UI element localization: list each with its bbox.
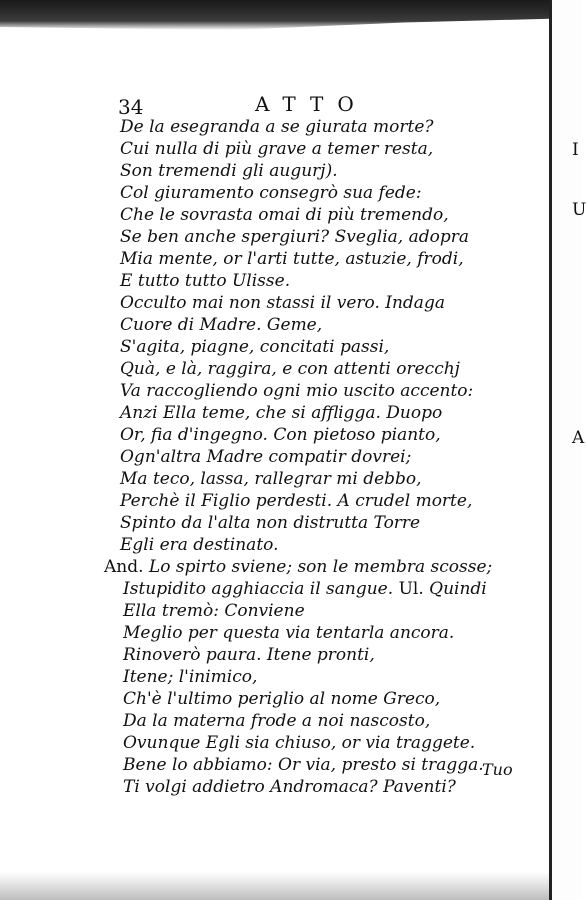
page-top-edge <box>0 0 578 30</box>
verse-line: Quà, e là, raggira, e con attenti orecchj <box>120 359 460 379</box>
speaker-label: And. <box>104 557 144 577</box>
facing-page-fragment: A <box>572 428 585 448</box>
speaker-label: Ul. <box>398 579 424 599</box>
verse-line: Or, fia d'ingegno. Con pietoso pianto, <box>120 425 441 445</box>
verse-line: Che le sovrasta omai di più tremendo, <box>120 205 449 225</box>
page-bottom-edge <box>0 872 549 900</box>
verse-line: Itene; l'inimico, <box>123 667 258 687</box>
verse-line: Ma teco, lassa, rallegrar mi debbo, <box>120 469 422 489</box>
verse-line: Istupidito agghiaccia il sangue. Ul. Quindi <box>123 579 487 599</box>
verse-line: De la esegranda a se giurata morte? <box>120 117 434 137</box>
verse-line: Spinto da l'alta non distrutta Torre <box>120 513 421 533</box>
verse-line: Meglio per questa via tentarla ancora. <box>123 623 455 643</box>
verse-line: Occulto mai non stassi il vero. Indaga <box>120 293 445 313</box>
verse-line: Cuore di Madre. Geme, <box>120 315 323 335</box>
verse-line: Ella tremò: Conviene <box>123 601 305 621</box>
facing-page-edge <box>549 0 586 900</box>
verse-line: Rinoverò paura. Itene pronti, <box>123 645 375 665</box>
facing-page-fragment: I <box>572 140 579 160</box>
verse-line: Cui nulla di più grave a temer resta, <box>120 139 434 159</box>
verse-line: Ogn'altra Madre compatir dovrei; <box>120 447 412 467</box>
verse-line: Egli era destinato. <box>120 535 279 555</box>
verse-line: Col giuramento consegrò sua fede: <box>120 183 422 203</box>
verse-line: Perchè il Figlio perdesti. A crudel morte, <box>120 491 473 511</box>
verse-line: Da la materna frode a noi nascosto, <box>123 711 431 731</box>
verse-line: E tutto tutto Ulisse. <box>120 271 291 291</box>
verse-line: Son tremendi gli augurj). <box>120 161 338 181</box>
verse-line: Va raccogliendo ogni mio uscito accento: <box>120 381 474 401</box>
verse-line: Se ben anche spergiuri? Sveglia, adopra <box>120 227 469 247</box>
verse-line: Anzi Ella teme, che si affligga. Duopo <box>120 403 443 423</box>
catchword: Tuo <box>482 760 513 779</box>
verse-line: S'agita, piagne, concitati passi, <box>120 337 390 357</box>
verse-line: Bene lo abbiamo: Or via, presto si tragga. <box>123 755 484 775</box>
verse-line: Mia mente, or l'arti tutte, astuzie, frodi, <box>120 249 464 269</box>
running-head: ATTO <box>255 92 368 116</box>
verse-line: Ch'è l'ultimo periglio al nome Greco, <box>123 689 441 709</box>
facing-page-fragment: U <box>572 200 586 220</box>
verse-line: Ovunque Egli sia chiuso, or via traggete. <box>123 733 476 753</box>
verse-line: And. Lo spirto sviene; son le membra scosse; <box>104 557 493 577</box>
verse-line: Ti volgi addietro Andromaca? Paventi? <box>123 777 456 797</box>
page-number: 34 <box>118 95 144 119</box>
